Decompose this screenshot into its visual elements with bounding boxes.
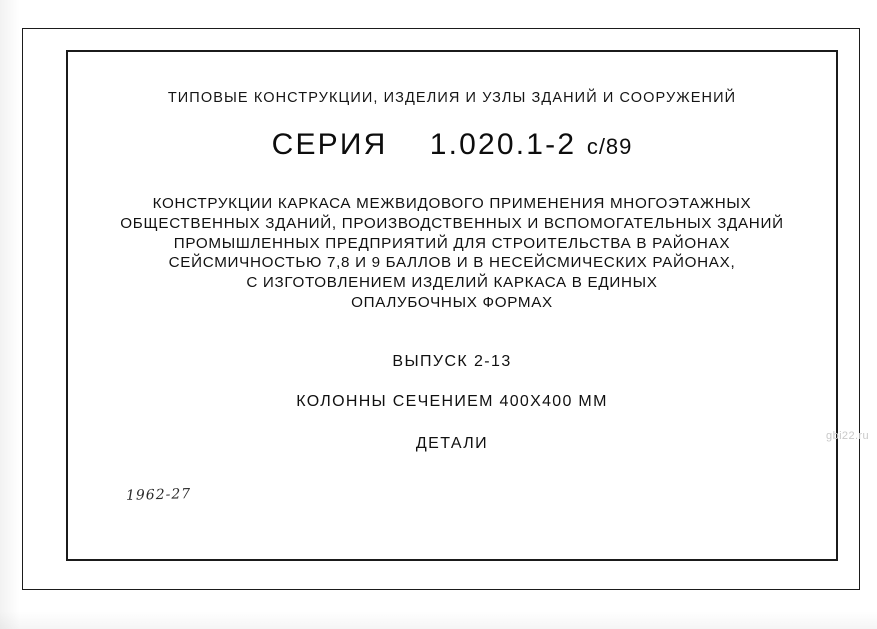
- description-block: [102, 194, 802, 313]
- series-number: 1.020.1-2: [429, 128, 577, 161]
- issue-number: ВЫПУСК 2-13: [392, 352, 512, 370]
- details-title: ДЕТАЛИ: [415, 434, 489, 452]
- description-line: СЕЙСМИЧНОСТЬЮ 7,8 И 9 БАЛЛОВ И В НЕСЕЙСМИЧЕСКИХ РАЙОНАХ,: [168, 254, 736, 272]
- scan-edge-shadow-bottom: [0, 611, 877, 629]
- issue-block: [102, 353, 802, 453]
- title-block-content: [68, 52, 836, 559]
- scan-edge-shadow-left: [0, 0, 20, 629]
- series-label: СЕРИЯ: [271, 128, 388, 161]
- series-title: [102, 128, 802, 162]
- description-line: С ИЗГОТОВЛЕНИЕМ ИЗДЕЛИЙ КАРКАСА В ЕДИНЫХ: [246, 274, 658, 291]
- title-block-frame: [66, 50, 838, 561]
- columns-title: КОЛОННЫ СЕЧЕНИЕМ 400Х400 ММ: [296, 392, 608, 410]
- series-suffix: с/89: [586, 134, 633, 159]
- description-line: ОПАЛУБОЧНЫХ ФОРМАХ: [351, 293, 553, 311]
- description-line: ОБЩЕСТВЕННЫХ ЗДАНИЙ, ПРОИЗВОДСТВЕННЫХ И ВСПОМОГАТЕЛЬНЫХ ЗДАНИЙ: [120, 214, 784, 232]
- description-line: КОНСТРУКЦИИ КАРКАСА МЕЖВИДОВОГО ПРИМЕНЕНИЯ МНОГОЭТАЖНЫХ: [152, 195, 752, 212]
- description-line: ПРОМЫШЛЕННЫХ ПРЕДПРИЯТИЙ ДЛЯ СТРОИТЕЛЬСТВА В РАЙОНАХ: [173, 234, 731, 252]
- watermark: gbi22.ru: [826, 430, 869, 442]
- top-heading: ТИПОВЫЕ КОНСТРУКЦИИ, ИЗДЕЛИЯ И УЗЛЫ ЗДАНИЙ И СООРУЖЕНИЙ: [167, 90, 737, 106]
- handwritten-archive-code: 1962-27: [125, 486, 192, 504]
